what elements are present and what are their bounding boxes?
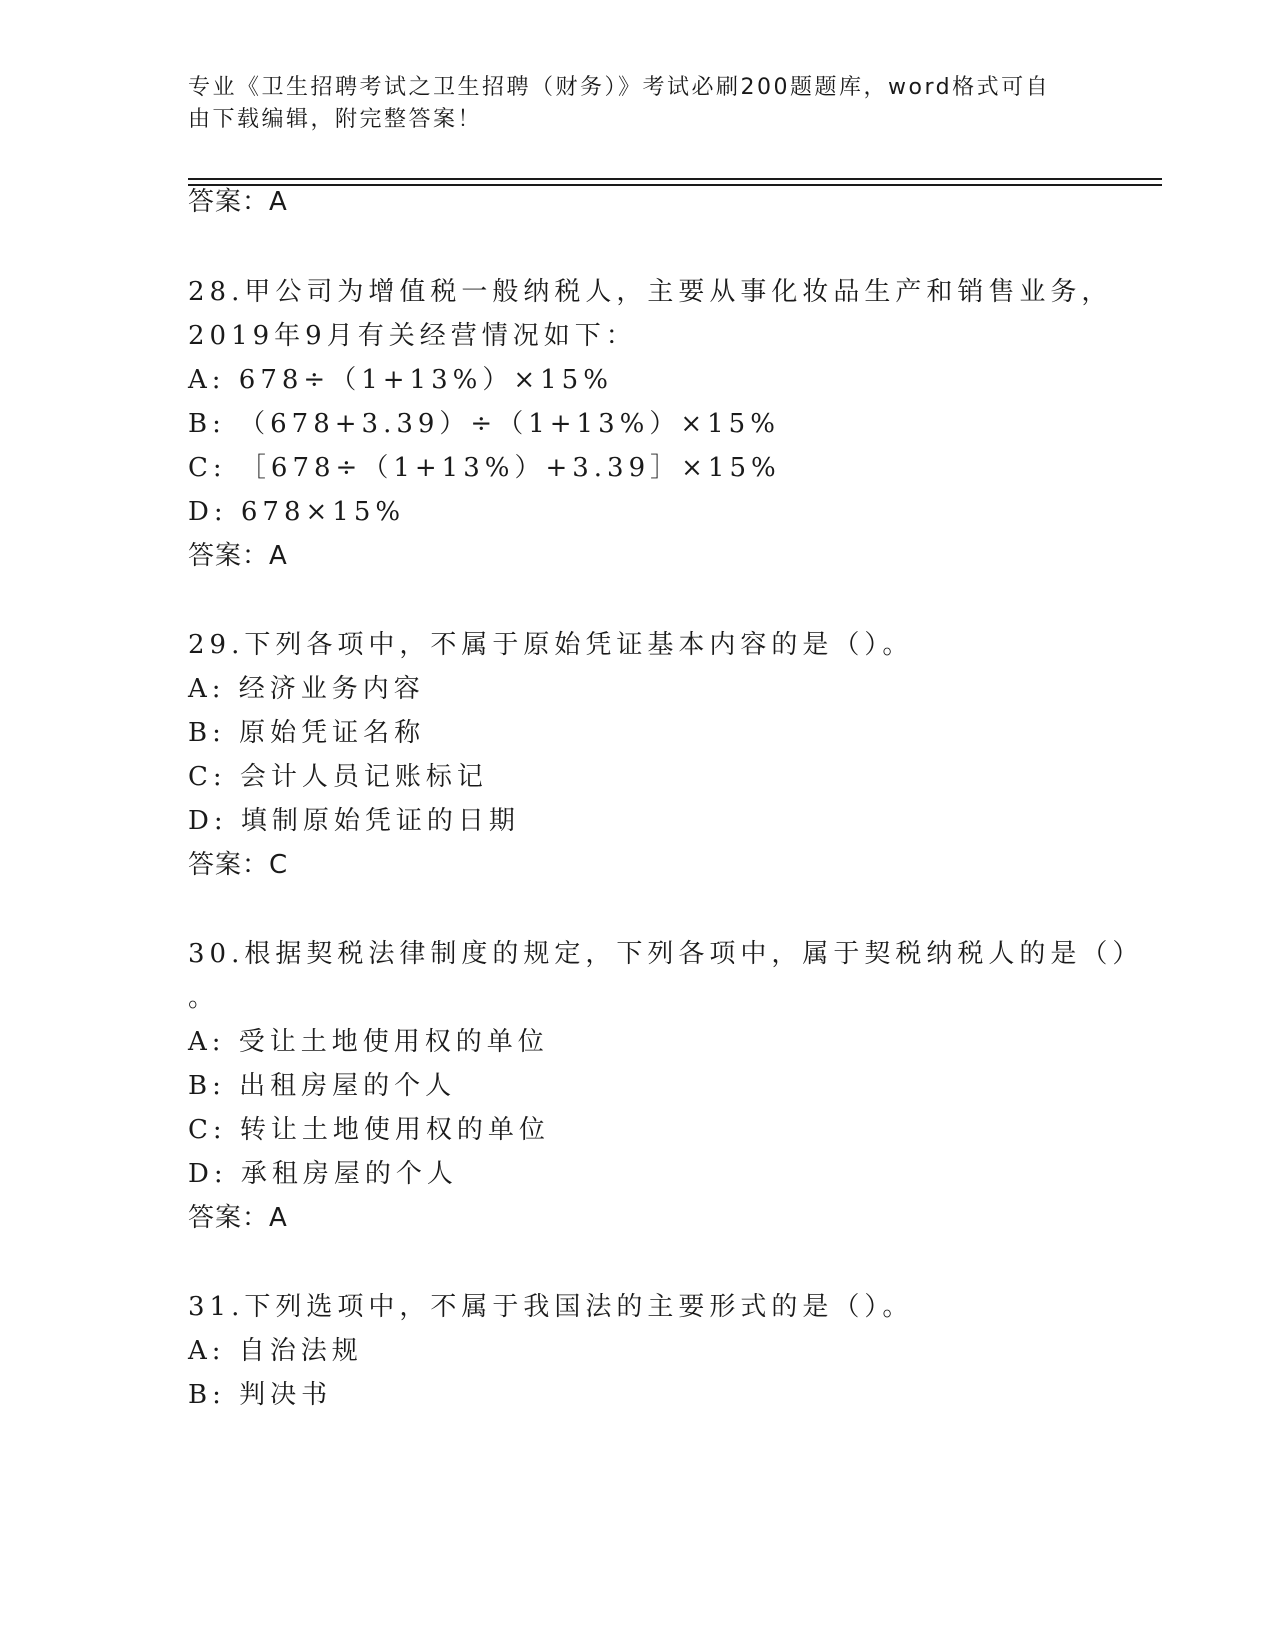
header-line-2: 由下载编辑，附完整答案！ xyxy=(188,107,483,132)
question-31-text-line-1: 31.下列选项中，不属于我国法的主要形式的是（）。 xyxy=(188,1292,914,1322)
question-30-text-line-1: 30.根据契税法律制度的规定，下列各项中，属于契税纳税人的是（） xyxy=(188,939,1144,969)
question-28-option-d: D: 678×15% xyxy=(188,497,406,527)
question-30-text-line-2: 。 xyxy=(188,983,220,1013)
question-28-option-c: C: ［678÷（1+13%）+3.39］×15% xyxy=(188,453,781,483)
question-30-option-b: B: 出租房屋的个人 xyxy=(188,1071,457,1101)
question-30-option-a: A: 受让土地使用权的单位 xyxy=(188,1027,549,1057)
question-30-option-d: D: 承租房屋的个人 xyxy=(188,1159,458,1189)
question-30-answer: 答案：A xyxy=(188,1203,288,1233)
question-28-option-b: B: （678+3.39）÷（1+13%）×15% xyxy=(188,409,780,439)
question-31-option-a: A: 自治法规 xyxy=(188,1336,363,1366)
question-31-option-b: B: 判决书 xyxy=(188,1380,333,1410)
question-29-answer: 答案：C xyxy=(188,850,289,880)
question-29-option-b: B: 原始凭证名称 xyxy=(188,718,426,748)
header-rule-top xyxy=(188,178,1162,180)
question-30-option-c: C: 转让土地使用权的单位 xyxy=(188,1115,550,1145)
header-line-1: 专业《卫生招聘考试之卫生招聘（财务）》考试必刷200题题库，word格式可自 xyxy=(188,75,1051,100)
question-28-option-a: A: 678÷（1+13%）×15% xyxy=(188,365,613,395)
question-29-option-d: D: 填制原始凭证的日期 xyxy=(188,806,520,836)
page-header xyxy=(188,72,1088,136)
question-29-option-a: A: 经济业务内容 xyxy=(188,674,425,704)
answer-label: 答案：A xyxy=(188,187,288,217)
question-29-option-c: C: 会计人员记账标记 xyxy=(188,762,488,792)
question-28-text-line-1: 28.甲公司为增值税一般纳税人，主要从事化妆品生产和销售业务， xyxy=(188,277,1113,307)
question-28-text-line-2: 2019年9月有关经营情况如下： xyxy=(188,321,637,351)
question-28-answer: 答案：A xyxy=(188,541,288,571)
header-rule-bottom xyxy=(188,184,1162,186)
question-29-text-line-1: 29.下列各项中，不属于原始凭证基本内容的是（）。 xyxy=(188,630,914,660)
